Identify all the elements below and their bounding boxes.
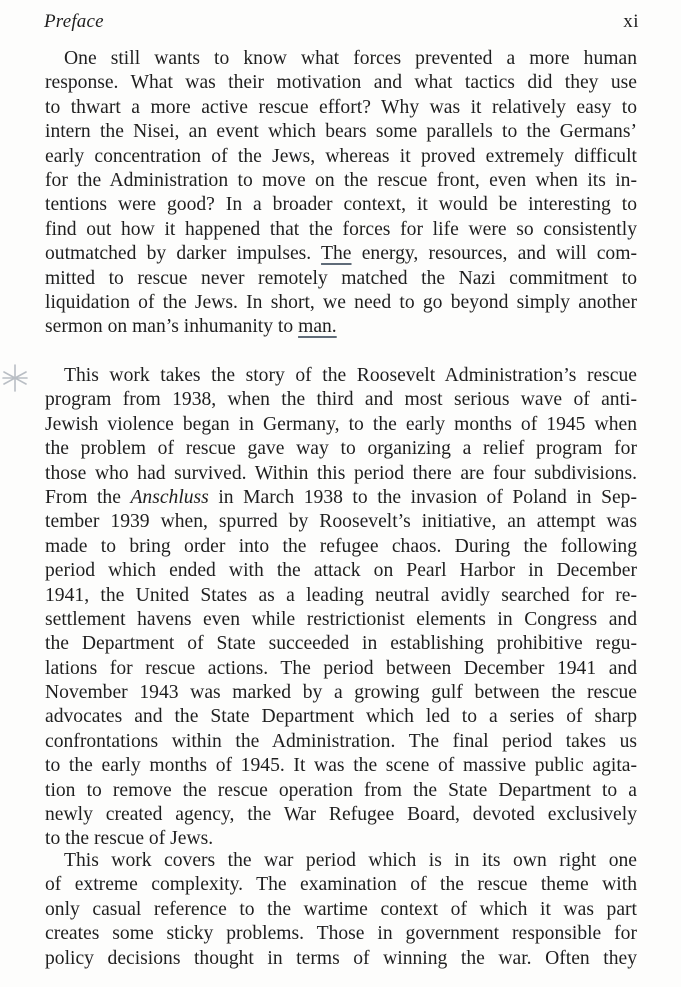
text-line: This work covers the war period which is in its own right one (64, 850, 637, 871)
running-title: Preface (44, 11, 104, 32)
text-line: newly created agency, the War Refugee Board, devoted exclusively (45, 804, 637, 826)
italic-word: Anschluss (130, 486, 209, 508)
underlined-word: The (321, 243, 352, 265)
text-line: period which ended with the attack on Pearl Harbor in December (45, 560, 637, 582)
text-line: This work takes the story of the Roosevelt Administration’s rescue (64, 365, 637, 386)
text-line: only casual reference to the wartime context of which it was part (45, 898, 637, 920)
text-line: One still wants to know what forces prevented a more human (64, 48, 637, 69)
underlined-word: man. (298, 316, 337, 338)
text-line: those who had survived. Within this period there are four subdivisions. (45, 462, 637, 484)
text-line: tember 1939 when, spurred by Roosevelt’s initiative, an attempt was (45, 511, 637, 533)
text-line: tion to remove the rescue operation from the State Department to a (45, 779, 637, 801)
asterisk-mark-icon (2, 363, 28, 393)
text-line: lations for rescue actions. The period between December 1941 and (45, 657, 637, 679)
paragraph-3 (45, 849, 637, 971)
text-line: liquidation of the Jews. In short, we need to go beyond simply another (45, 291, 637, 313)
text-line: mitted to rescue never remotely matched the Nazi commitment to (45, 267, 637, 289)
text-line: policy decisions thought in terms of winning the war. Often they (45, 947, 637, 969)
text-line-italic: From the Anschluss in March 1938 to the invasion of Poland in Sep- (45, 486, 638, 508)
text-line: the Department of State succeeded in establishing prohibitive regu- (45, 633, 637, 655)
text-line: intern the Nisei, an event which bears some parallels to the Germans’ (45, 121, 637, 143)
text-line: Jewish violence began in Germany, to the early months of 1945 when (45, 413, 637, 435)
text-line: the problem of rescue gave way to organizing a relief program for (45, 438, 637, 460)
paragraph-2 (45, 364, 637, 852)
running-head (44, 8, 639, 36)
text-line: program from 1938, when the third and most serious wave of anti- (45, 389, 637, 411)
text-line: for the Administration to move on the rescue front, even when its in- (45, 169, 637, 191)
text-line: response. What was their motivation and what tactics did they use (45, 72, 637, 94)
text-line-underlined: outmatched by darker impulses. The energy, resources, and will com- (45, 243, 637, 265)
text-line-underlined: sermon on man’s inhumanity to man. (45, 316, 337, 338)
page-number: xi (623, 11, 639, 32)
text-line: tentions were good? In a broader context, it would be interesting to (45, 194, 637, 216)
text-line: 1941, the United States as a leading neutral avidly searched for re- (45, 584, 637, 606)
text-line: to the early months of 1945. It was the scene of massive public agita- (45, 755, 637, 777)
text-line: to thwart a more active rescue effort? Why was it relatively easy to (45, 96, 637, 118)
text-line: November 1943 was marked by a growing gulf between the rescue (45, 682, 637, 704)
text-line: settlement havens even while restrictionist elements in Congress and (45, 608, 637, 630)
text-line: confrontations within the Administration. The final period takes us (45, 730, 637, 752)
text-line: find out how it happened that the forces for life were so consistently (45, 218, 637, 240)
text-line: early concentration of the Jews, whereas it proved extremely difficult (45, 145, 637, 167)
paragraph-1 (45, 47, 637, 340)
text-line: made to bring order into the refugee chaos. During the following (45, 535, 637, 557)
text-line: advocates and the State Department which led to a series of sharp (45, 706, 637, 728)
text-line: of extreme complexity. The examination of the rescue theme with (45, 874, 637, 896)
text-line: creates some sticky problems. Those in government responsible for (45, 923, 637, 945)
text-line: to the rescue of Jews. (45, 828, 214, 850)
